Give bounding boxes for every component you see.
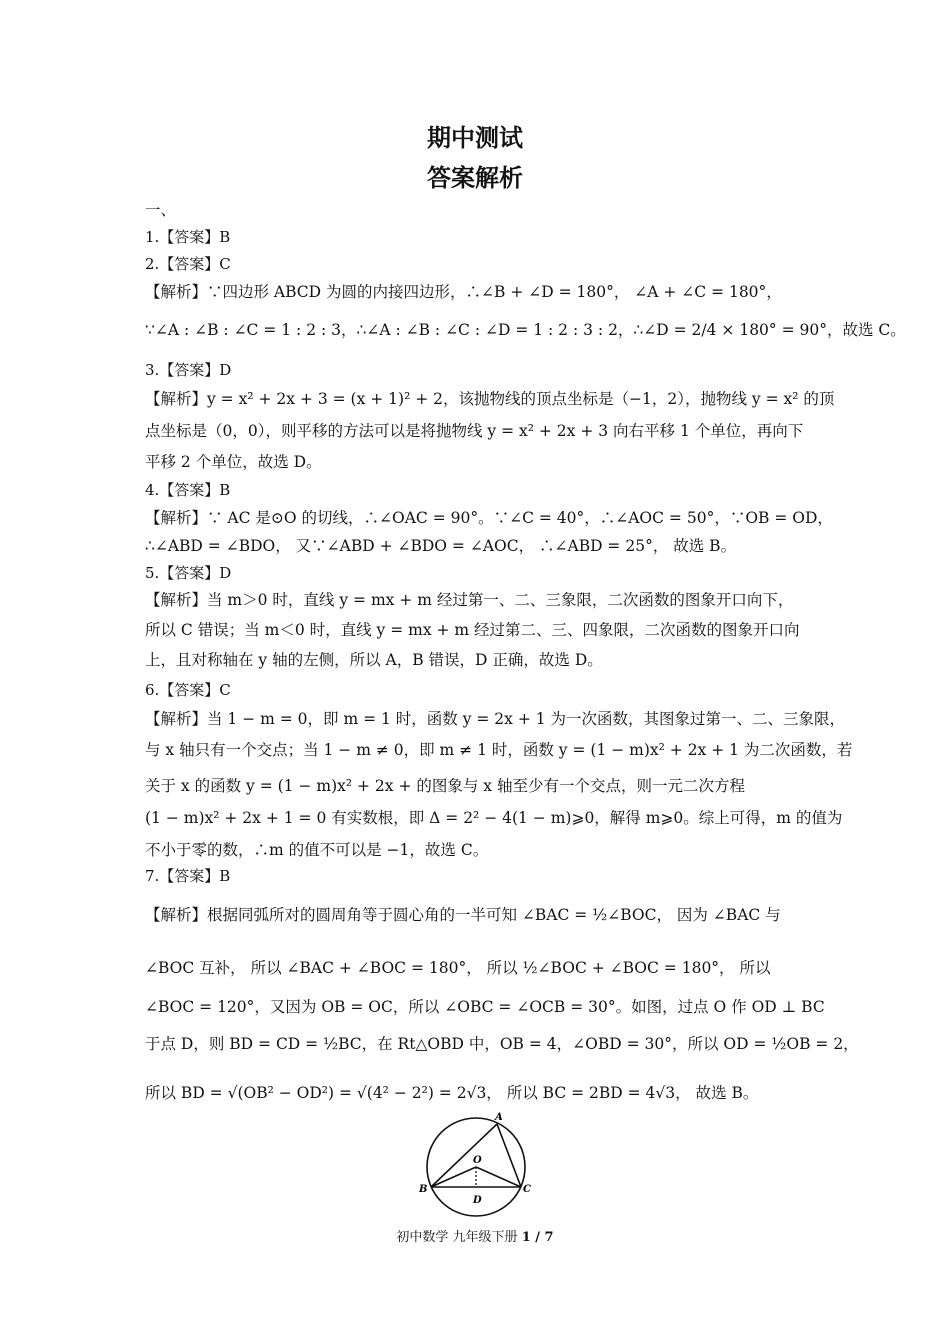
explanation-line: 【解析】根据同弧所对的圆周角等于圆心角的一半可知 ∠BAC = ½∠BOC， 因为 ∠BAC 与 bbox=[145, 906, 781, 924]
explanation-line: 所以 C 错误；当 m＜0 时，直线 y = mx + m 经过第二、三、四象限，二次函数的图象开口向 bbox=[145, 621, 800, 639]
explanation-line: 【解析】∵ AC 是⊙O 的切线，∴∠OAC = 90°。∵∠C = 40°，∴∠AOC = 50°，∵OB = OD， bbox=[145, 509, 833, 527]
explanation-line: 所以 BD = √(OB² − OD²) = √(4² − 2²) = 2√3， 所以 BC = 2BD = 4√3， 故选 B。 bbox=[145, 1084, 759, 1102]
answer-line: 6.【答案】C bbox=[145, 681, 231, 699]
explanation-line: 【解析】当 m＞0 时，直线 y = mx + m 经过第一、二、三象限，二次函数的图象开口向下， bbox=[145, 591, 794, 609]
explanation-line: (1 − m)x² + 2x + 1 = 0 有实数根，即 Δ = 2² − 4(1 − m)⩾0，解得 m⩾0。综上可得，m 的值为 bbox=[145, 809, 843, 827]
explanation-line: 【解析】y = x² + 2x + 3 = (x + 1)² + 2，该抛物线的顶点坐标是（−1，2），抛物线 y = x² 的顶 bbox=[145, 390, 835, 408]
explanation-line: ∠BOC = 120°，又因为 OB = OC，所以 ∠OBC = ∠OCB = 30°。如图，过点 O 作 OD ⊥ BC bbox=[145, 998, 825, 1016]
explanation-line: ∴∠ABD = ∠BDO， 又∵∠ABD + ∠BDO = ∠AOC， ∴∠ABD = 25°， 故选 B。 bbox=[145, 537, 737, 555]
footer-text: 初中数学 九年级下册 bbox=[396, 1230, 518, 1245]
explanation-line: ∵∠A : ∠B : ∠C = 1 : 2 : 3，∴∠A : ∠B : ∠C : ∠D = 1 : 2 : 3 : 2，∴∠D = 2/4 × 180° = 90°，故选 C。 bbox=[145, 321, 906, 339]
circle-figure bbox=[412, 1110, 542, 1220]
explanation-line: 上，且对称轴在 y 轴的左侧，所以 A，B 错误，D 正确，故选 D。 bbox=[145, 651, 603, 669]
explanation-line: 关于 x 的函数 y = (1 − m)x² + 2x + 的图象与 x 轴至少有一个交点，则一元二次方程 bbox=[145, 777, 745, 795]
section-label: 一、 bbox=[145, 201, 177, 219]
answer-line: 2.【答案】C bbox=[145, 255, 231, 273]
answer-line: 5.【答案】D bbox=[145, 564, 232, 582]
page-title: 期中测试 bbox=[427, 124, 523, 152]
label-o: O bbox=[473, 1155, 482, 1166]
page-footer bbox=[0, 1226, 950, 1245]
explanation-line: 【解析】当 1 − m = 0，即 m = 1 时，函数 y = 2x + 1 为一次函数，其图象过第一、二、三象限， bbox=[145, 710, 846, 728]
explanation-line: 【解析】∵四边形 ABCD 为圆的内接四边形，∴∠B + ∠D = 180°， ∠A + ∠C = 180°， bbox=[145, 283, 782, 301]
page-subtitle: 答案解析 bbox=[427, 164, 523, 192]
answer-line: 3.【答案】D bbox=[145, 361, 232, 379]
explanation-line: ∠BOC 互补， 所以 ∠BAC + ∠BOC = 180°， 所以 ½∠BOC + ∠BOC = 180°， 所以 bbox=[145, 959, 771, 977]
page-number: 1 / 7 bbox=[521, 1230, 554, 1245]
explanation-line: 与 x 轴只有一个交点；当 1 − m ≠ 0，即 m ≠ 1 时，函数 y = (1 − m)x² + 2x + 1 为二次函数，若 bbox=[145, 741, 853, 759]
explanation-line: 平移 2 个单位，故选 D。 bbox=[145, 453, 322, 471]
segment-ob bbox=[431, 1167, 476, 1187]
explanation-line: 不小于零的数，∴m 的值不可以是 −1，故选 C。 bbox=[145, 841, 489, 859]
answer-line: 7.【答案】B bbox=[145, 867, 231, 885]
label-c: C bbox=[523, 1184, 531, 1195]
answer-line: 4.【答案】B bbox=[145, 481, 231, 499]
explanation-line: 于点 D，则 BD = CD = ½BC，在 Rt△OBD 中，OB = 4，∠OBD = 30°，所以 OD = ½OB = 2， bbox=[145, 1035, 859, 1053]
explanation-line: 点坐标是（0，0），则平移的方法可以是将抛物线 y = x² + 2x + 3 向右平移 1 个单位，再向下 bbox=[145, 422, 804, 440]
label-a: A bbox=[495, 1112, 503, 1123]
label-d: D bbox=[473, 1195, 482, 1206]
label-b: B bbox=[419, 1184, 428, 1195]
answer-line: 1.【答案】B bbox=[145, 228, 231, 246]
